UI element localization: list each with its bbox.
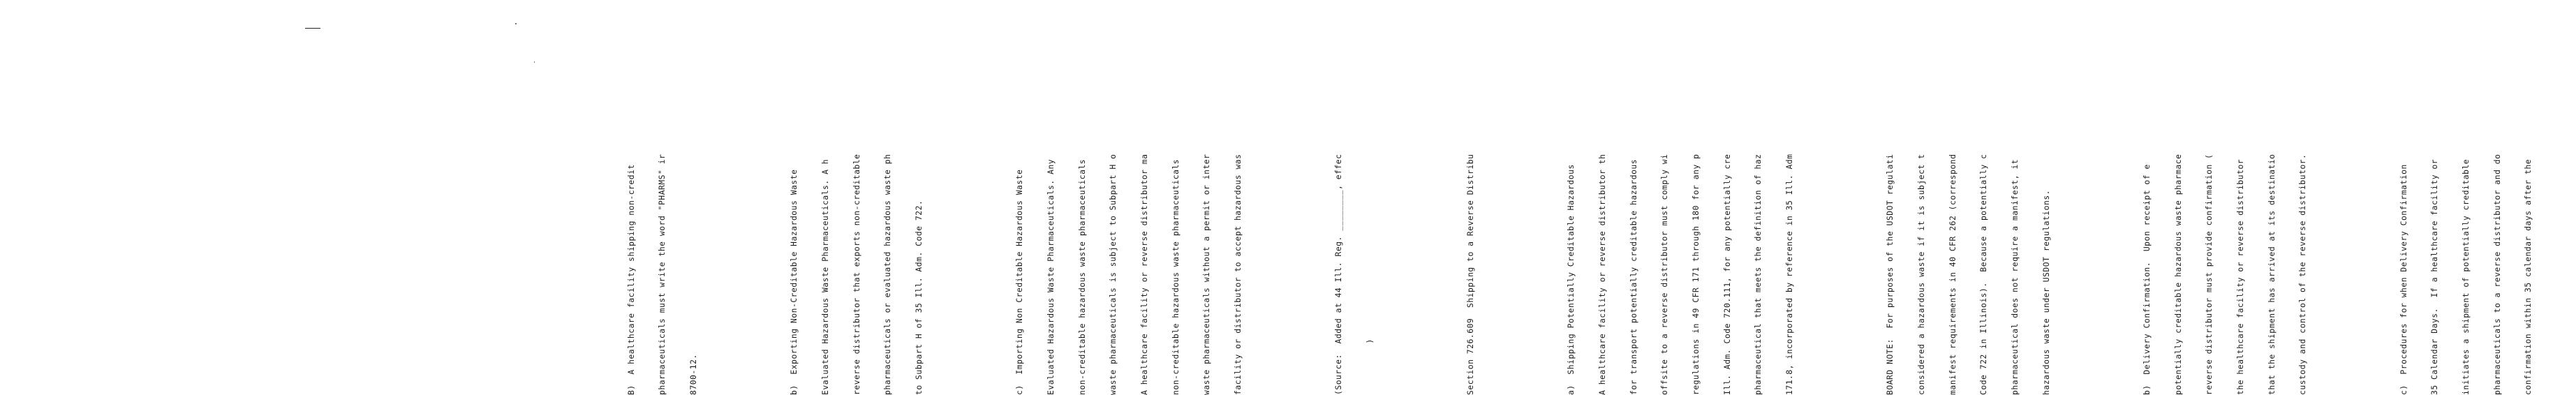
text-line: non-creditable hazardous waste pharmaceuticals: [1171, 158, 1180, 395]
text-line: for transport potentially creditable hazardous: [1629, 158, 1638, 395]
text-line: waste pharmaceuticals without a permit or inter: [1202, 154, 1212, 395]
paragraph-a-shipping: [1546, 0, 1816, 395]
scan-speck: [534, 61, 535, 63]
source-note: [1313, 0, 1396, 395]
scan-speck: [515, 23, 517, 24]
text-line: confirmation within 35 calendar days after the: [2524, 158, 2533, 395]
paragraph-b-export: [769, 0, 945, 395]
rotated-text-region: [558, 0, 2533, 395]
text-line: pharmaceutical does not require a manifest, it: [2011, 158, 2020, 395]
paragraph-c-import: [994, 0, 1264, 395]
text-line: considered a hazardous waste if it is subject t: [1916, 154, 1926, 395]
text-line: waste pharmaceuticals is subject to Subpart H o: [1109, 154, 1118, 395]
text-line: potentially creditable hazardous waste pharmace: [2173, 154, 2183, 395]
text-line: b) Delivery Confirmation. Upon receipt of e: [2142, 164, 2152, 395]
text-line: (Source: Added at 44 Ill. Reg. ________, effec: [1334, 154, 1344, 395]
text-line: 8700-12.: [689, 354, 699, 395]
text-line: non-creditable hazardous waste pharmaceuticals: [1077, 158, 1087, 395]
paragraph-c-procedures: [2378, 0, 2555, 395]
paragraph-b-upper: [579, 0, 720, 395]
text-line: c) Procedures for when Delivery Confirmation: [2399, 164, 2408, 395]
text-line: a) Shipping Potentially Creditable Hazardous: [1567, 164, 1576, 395]
text-line: offsite to a reverse distributor must comply wi: [1660, 154, 1670, 395]
text-line: Section 726.609 Shipping to a Reverse Distribu: [1466, 154, 1476, 395]
text-line: that the shipment has arrived at its destinatio: [2267, 154, 2277, 395]
text-line: facility or distributor to accept hazardous was: [1234, 154, 1243, 395]
text-line: manifest requirements in 40 CFR 262 (correspond: [1948, 154, 1957, 395]
text-line: Evaluated Hazardous Waste Pharmaceuticals. A h: [820, 158, 830, 395]
text-line: Ill. Adm. Code 720.111, for any potentially cre: [1722, 154, 1732, 395]
text-line: pharmaceutical that meets the definition of haz: [1754, 154, 1763, 395]
text-line: c) Importing Non Creditable Hazardous Waste: [1015, 169, 1025, 395]
section-heading: [1445, 0, 1497, 395]
text-line: A healthcare facility or reverse distributor ma: [1139, 154, 1149, 395]
text-line: b) Exporting Non-Creditable Hazardous Waste: [790, 169, 799, 395]
text-line: initiates a shipment of potentially creditable: [2461, 158, 2471, 395]
text-line: reverse distributor that exports non-creditable: [852, 154, 861, 395]
text-line: BOARD NOTE: For purposes of the USDOT regulati: [1886, 154, 1895, 395]
text-line: pharmaceuticals to a reverse distributor and do: [2492, 154, 2502, 395]
text-line: Code 722 in Illinois). Because a potentially c: [1979, 154, 1989, 395]
text-line: pharmaceuticals must write the word "PHARMS" ir: [658, 154, 667, 395]
text-line: A healthcare facility or reverse distributor th: [1597, 154, 1607, 395]
text-line: 35 Calendar Days. If a healthcare facility or: [2430, 158, 2440, 395]
header-rule: [305, 28, 320, 29]
text-line: Evaluated Hazardous Waste Pharmaceuticals. Any: [1046, 158, 1056, 395]
document-body: [558, 0, 2576, 395]
text-line: hazardous waste under USDOT regulations.: [2041, 189, 2051, 395]
board-note: [1865, 0, 2073, 395]
text-line: the healthcare facility or reverse distributor: [2236, 158, 2245, 395]
text-line: ): [1365, 338, 1375, 395]
text-line: custody and control of the reverse distributor.: [2298, 154, 2308, 395]
text-line: 171.8, incorporated by reference in 35 Ill. Adm: [1785, 154, 1795, 395]
text-line: regulations in 49 CFR 171 through 180 for any p: [1691, 154, 1701, 395]
paragraph-b-delivery: [2122, 0, 2330, 395]
text-line: B) A healthcare facility shipping non-credit: [626, 164, 636, 395]
text-line: pharmaceuticals or evaluated hazardous waste ph: [883, 154, 893, 395]
text-line: reverse distributor must provide confirmation (: [2205, 154, 2214, 395]
text-line: to Subpart H of 35 Ill. Adm. Code 722.: [914, 200, 924, 395]
